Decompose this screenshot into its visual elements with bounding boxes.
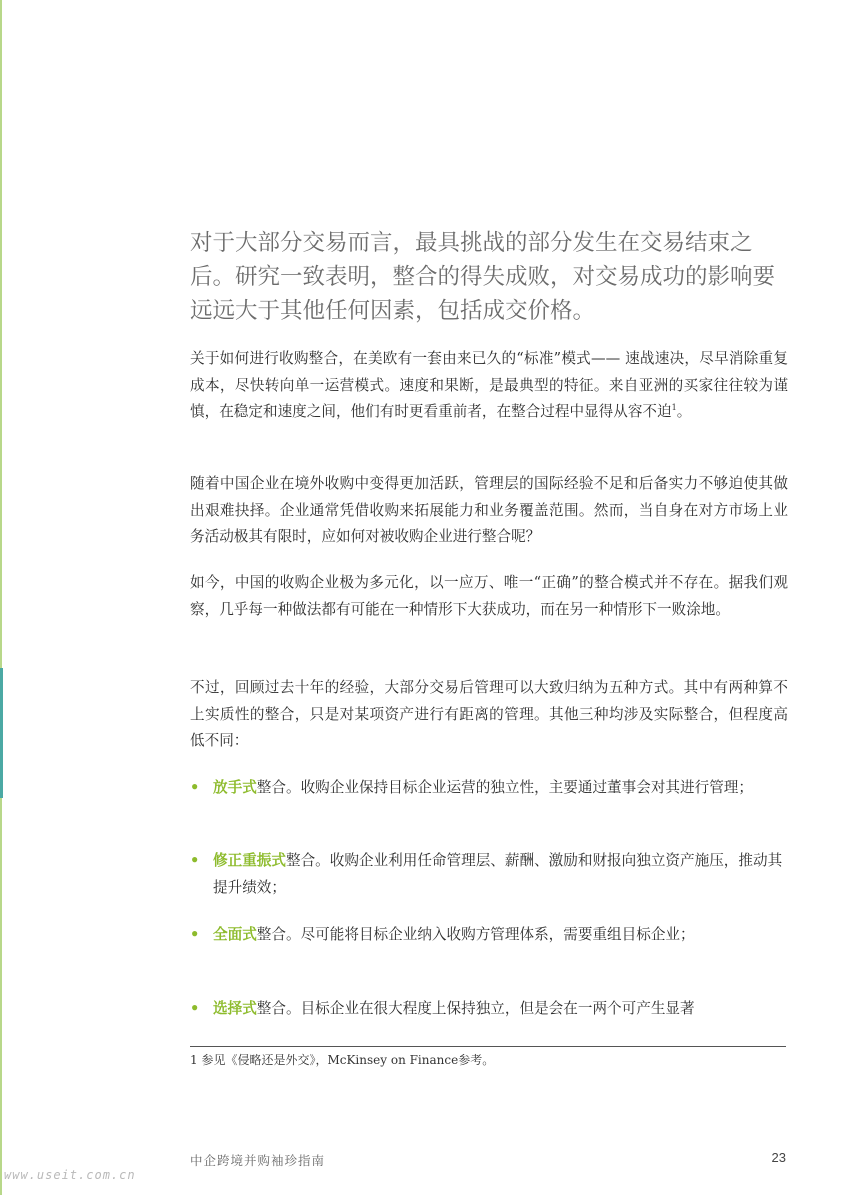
watermark: www.useit.com.cn xyxy=(4,1168,136,1182)
paragraph-five-approaches: 不过，回顾过去十年的经验，大部分交易后管理可以大致归纳为五种方式。其中有两种算不上实质性的整合，只是对某项资产进行有距离的管理。其他三种均涉及实际整合，但程度高低不同： xyxy=(190,679,788,749)
list-item-body xyxy=(190,996,788,1023)
list-item-text: 整合。尽可能将目标企业纳入收购方管理体系，需要重组目标企业； xyxy=(256,926,695,943)
paragraph-tail: 。 xyxy=(676,403,692,420)
page-edge-line xyxy=(0,0,2,1195)
keyword: 修正重振式 xyxy=(213,852,286,869)
list-item-text: 整合。收购企业利用任命管理层、薪酬、激励和财报向独立资产施压，推动其提升绩效； xyxy=(213,852,783,896)
list-item-body xyxy=(190,922,788,949)
list-item xyxy=(190,848,788,901)
page-edge-accent xyxy=(0,668,3,798)
paragraph-standard-model xyxy=(190,346,788,426)
footnote-divider xyxy=(190,1046,786,1047)
keyword: 放手式 xyxy=(213,779,257,796)
paragraph-diverse-models: 如今，中国的收购企业极为多元化，以一应万、唯一“正确”的整合模式并不存在。据我们观察，几乎每一种做法都有可能在一种情形下大获成功，而在另一种情形下一败涂地。 xyxy=(190,574,788,618)
list-item xyxy=(190,996,788,1023)
page-number: 23 xyxy=(771,1150,786,1165)
list-item-body xyxy=(190,848,788,901)
bullet-icon: • xyxy=(190,852,200,869)
list-item-body xyxy=(190,775,788,802)
list-item xyxy=(190,775,788,802)
footer-title: 中企跨境并购袖珍指南 xyxy=(190,1153,326,1168)
paragraph-chinese-acquirers: 随着中国企业在境外收购中变得更加活跃，管理层的国际经验不足和后备实力不够迫使其做出艰难抉择。企业通常凭借收购来拓展能力和业务覆盖范围。然而，当自身在对方市场上业务活动极其有限时，应如何对被收购企业进行整合呢？ xyxy=(190,475,788,545)
bullet-icon: • xyxy=(190,779,200,796)
list-item xyxy=(190,922,788,949)
footnote: 1 参见《侵略还是外交》，McKinsey on Finance参考。 xyxy=(190,1053,495,1067)
list-item-text: 整合。收购企业保持目标企业运营的独立性，主要通过董事会对其进行管理； xyxy=(256,779,753,796)
footnote-ref[interactable]: 1 xyxy=(671,403,677,413)
lead-quote: 对于大部分交易而言，最具挑战的部分发生在交易结束之后。研究一致表明，整合的得失成败，对交易成功的影响要远远大于其他任何因素，包括成交价格。 xyxy=(190,230,776,324)
list-item-text: 整合。目标企业在很大程度上保持独立，但是会在一两个可产生显著 xyxy=(256,1000,695,1017)
paragraph-text: 关于如何进行收购整合，在美欧有一套由来已久的“标准”模式—— 速战速决，尽早消除重复成本，尽快转向单一运营模式。速度和果断，是最典型的特征。来自亚洲的买家往往较为谨慎，在稳定和速度之间，他们有时更看重前者，在整合过程中显得从容不迫 xyxy=(190,350,788,420)
bullet-icon: • xyxy=(190,1000,200,1017)
keyword: 全面式 xyxy=(213,926,257,943)
keyword: 选择式 xyxy=(213,1000,257,1017)
bullet-icon: • xyxy=(190,926,200,943)
